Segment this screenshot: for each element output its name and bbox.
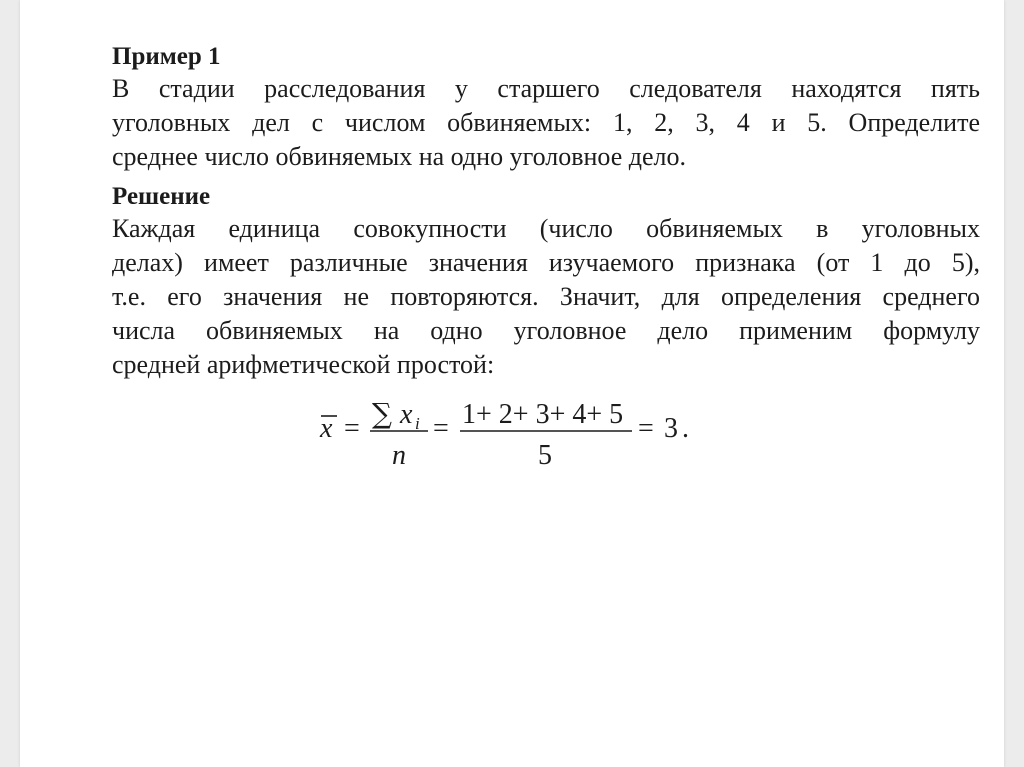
equals-sign-2: = — [433, 413, 449, 444]
result-value: 3 — [664, 413, 678, 444]
solution-line: средней арифметической простой: — [112, 350, 495, 379]
solution-paragraph — [112, 212, 980, 382]
numerator-values: 1+ 2+ 3+ 4+ 5 — [462, 399, 624, 430]
example-line: В стадии расследования у старшего следователя находятся пять — [112, 74, 980, 103]
formula-end-dot: . — [682, 413, 689, 444]
mean-formula — [320, 390, 740, 480]
example-paragraph — [112, 72, 980, 174]
equals-sign-1: = — [344, 413, 360, 444]
slide — [20, 0, 1004, 767]
equals-sign-3: = — [638, 413, 654, 444]
slide-content — [112, 42, 980, 382]
sum-variable: x — [400, 399, 413, 430]
example-line: уголовных дел с числом обвиняемых: 1, 2, 3, 4 и 5. Определите — [112, 108, 980, 137]
solution-line: Каждая единица совокупности (число обвиняемых в уголовных — [112, 214, 980, 243]
denominator-n: n — [392, 440, 406, 471]
solution-line: т.е. его значения не повторяются. Значит, для определения среднего — [112, 282, 980, 311]
example-heading: Пример 1 — [112, 43, 221, 70]
solution-line: делах) имеет различные значения изучаемого признака (от 1 до 5), — [112, 248, 980, 277]
sum-index: i — [415, 414, 420, 433]
denominator-count: 5 — [538, 440, 552, 471]
solution-line: числа обвиняемых на одно уголовное дело применим формулу — [112, 316, 980, 345]
example-line: среднее число обвиняемых на одно уголовное дело. — [112, 142, 687, 171]
mean-symbol: x — [320, 413, 333, 444]
formula-svg — [320, 390, 740, 480]
solution-heading: Решение — [112, 183, 211, 210]
sum-symbol: ∑ — [372, 397, 392, 430]
